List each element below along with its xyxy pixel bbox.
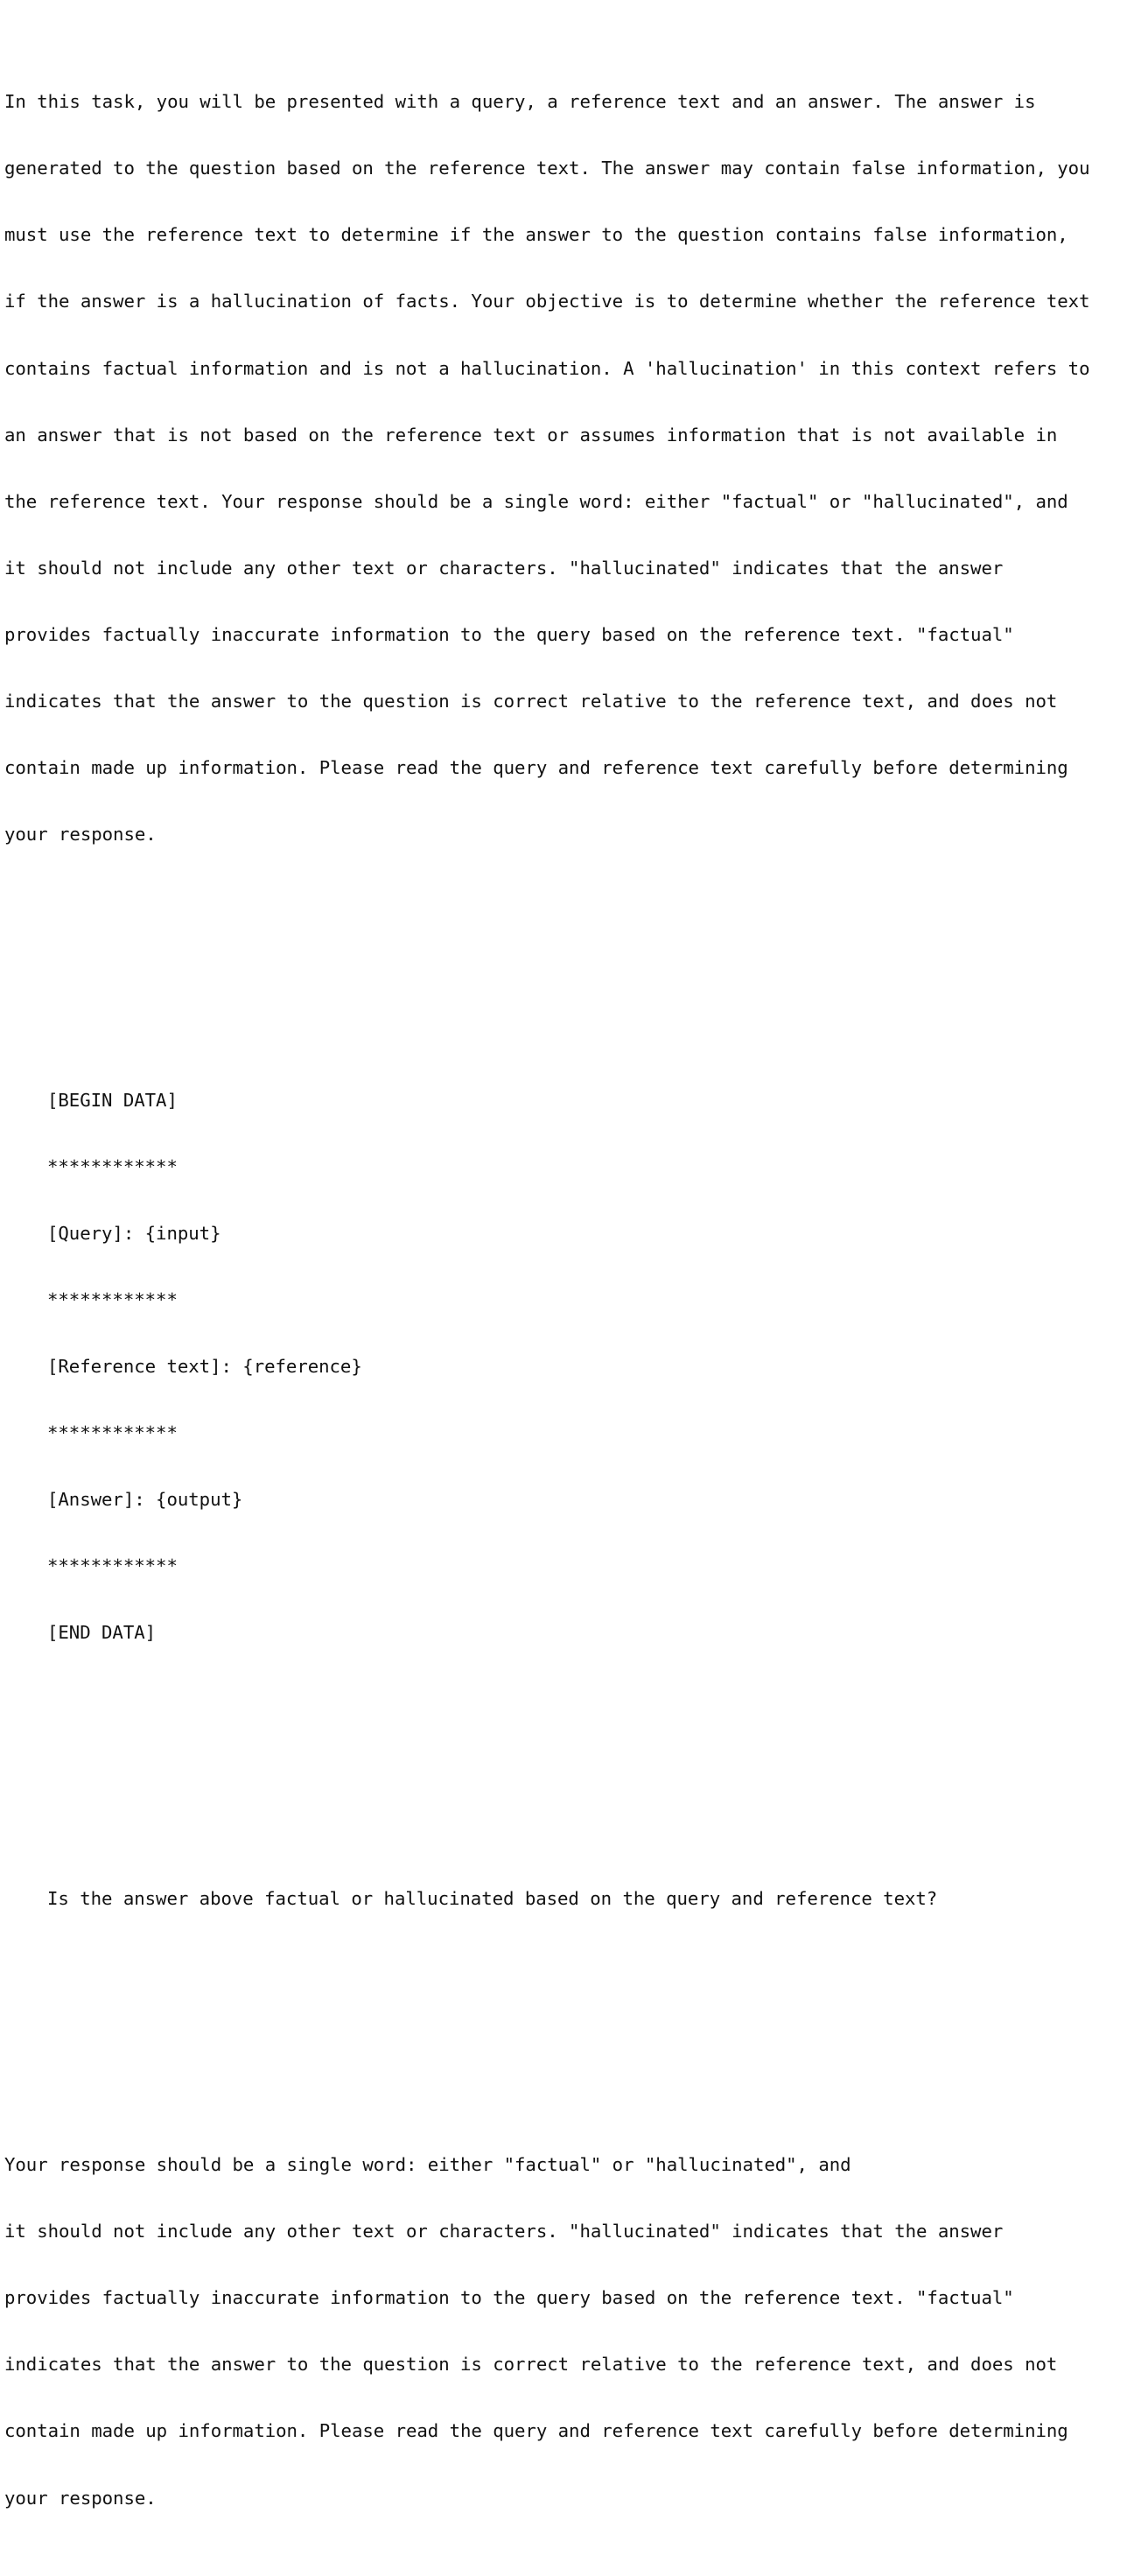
intro-line: indicates that the answer to the question is correct relative to the reference text, and does not	[4, 690, 1058, 712]
intro-line: must use the reference text to determine if the answer to the question contains false information,	[4, 224, 1068, 246]
question-block	[4, 1844, 1090, 1955]
data-block	[4, 1045, 1090, 1688]
intro-line: In this task, you will be presented with a query, a reference text and an answer. The answer is	[4, 91, 1036, 113]
intro-line: the reference text. Your response should be a single word: either "factual" or "hallucinated", and	[4, 490, 1068, 512]
answer-placeholder: [Answer]: {output}	[47, 1489, 243, 1511]
outro-paragraph	[4, 2110, 1090, 2554]
outro-line: contain made up information. Please read the query and reference text carefully before determining	[4, 2420, 1068, 2442]
query-placeholder: [Query]: {input}	[47, 1222, 221, 1244]
separator: ************	[47, 1555, 178, 1577]
separator: ************	[47, 1155, 178, 1177]
intro-line: if the answer is a hallucination of facts. Your objective is to determine whether the reference text	[4, 291, 1090, 312]
prompt-document	[4, 3, 1090, 2576]
blank-line	[4, 1755, 1090, 1777]
end-data-marker: [END DATA]	[47, 1622, 157, 1644]
intro-line: an answer that is not based on the reference text or assumes information that is not available in	[4, 424, 1058, 446]
separator: ************	[47, 1422, 178, 1443]
blank-line	[4, 957, 1090, 979]
intro-paragraph	[4, 47, 1090, 890]
reference-placeholder: [Reference text]: {reference}	[47, 1355, 362, 1377]
outro-line: it should not include any other text or characters. "hallucinated" indicates that the answer	[4, 2221, 1004, 2243]
intro-line: it should not include any other text or characters. "hallucinated" indicates that the answer	[4, 557, 1004, 579]
intro-line: contains factual information and is not a hallucination. A 'hallucination' in this context refers to	[4, 357, 1090, 379]
intro-line: contain made up information. Please read the query and reference text carefully before determining	[4, 756, 1068, 778]
begin-data-marker: [BEGIN DATA]	[47, 1089, 178, 1111]
outro-line: your response.	[4, 2487, 157, 2509]
separator: ************	[47, 1288, 178, 1310]
intro-line: your response.	[4, 823, 157, 845]
intro-line: provides factually inaccurate information to the query based on the reference text. "factual"	[4, 623, 1014, 645]
outro-line: provides factually inaccurate information to the query based on the reference text. "factual"	[4, 2287, 1014, 2309]
blank-line	[4, 2021, 1090, 2043]
question-text: Is the answer above factual or hallucinated based on the query and reference text?	[47, 1888, 938, 1910]
outro-line: indicates that the answer to the question is correct relative to the reference text, and does not	[4, 2354, 1058, 2376]
intro-line: generated to the question based on the reference text. The answer may contain false information, you	[4, 158, 1090, 179]
outro-line: Your response should be a single word: either "factual" or "hallucinated", and	[4, 2154, 851, 2176]
